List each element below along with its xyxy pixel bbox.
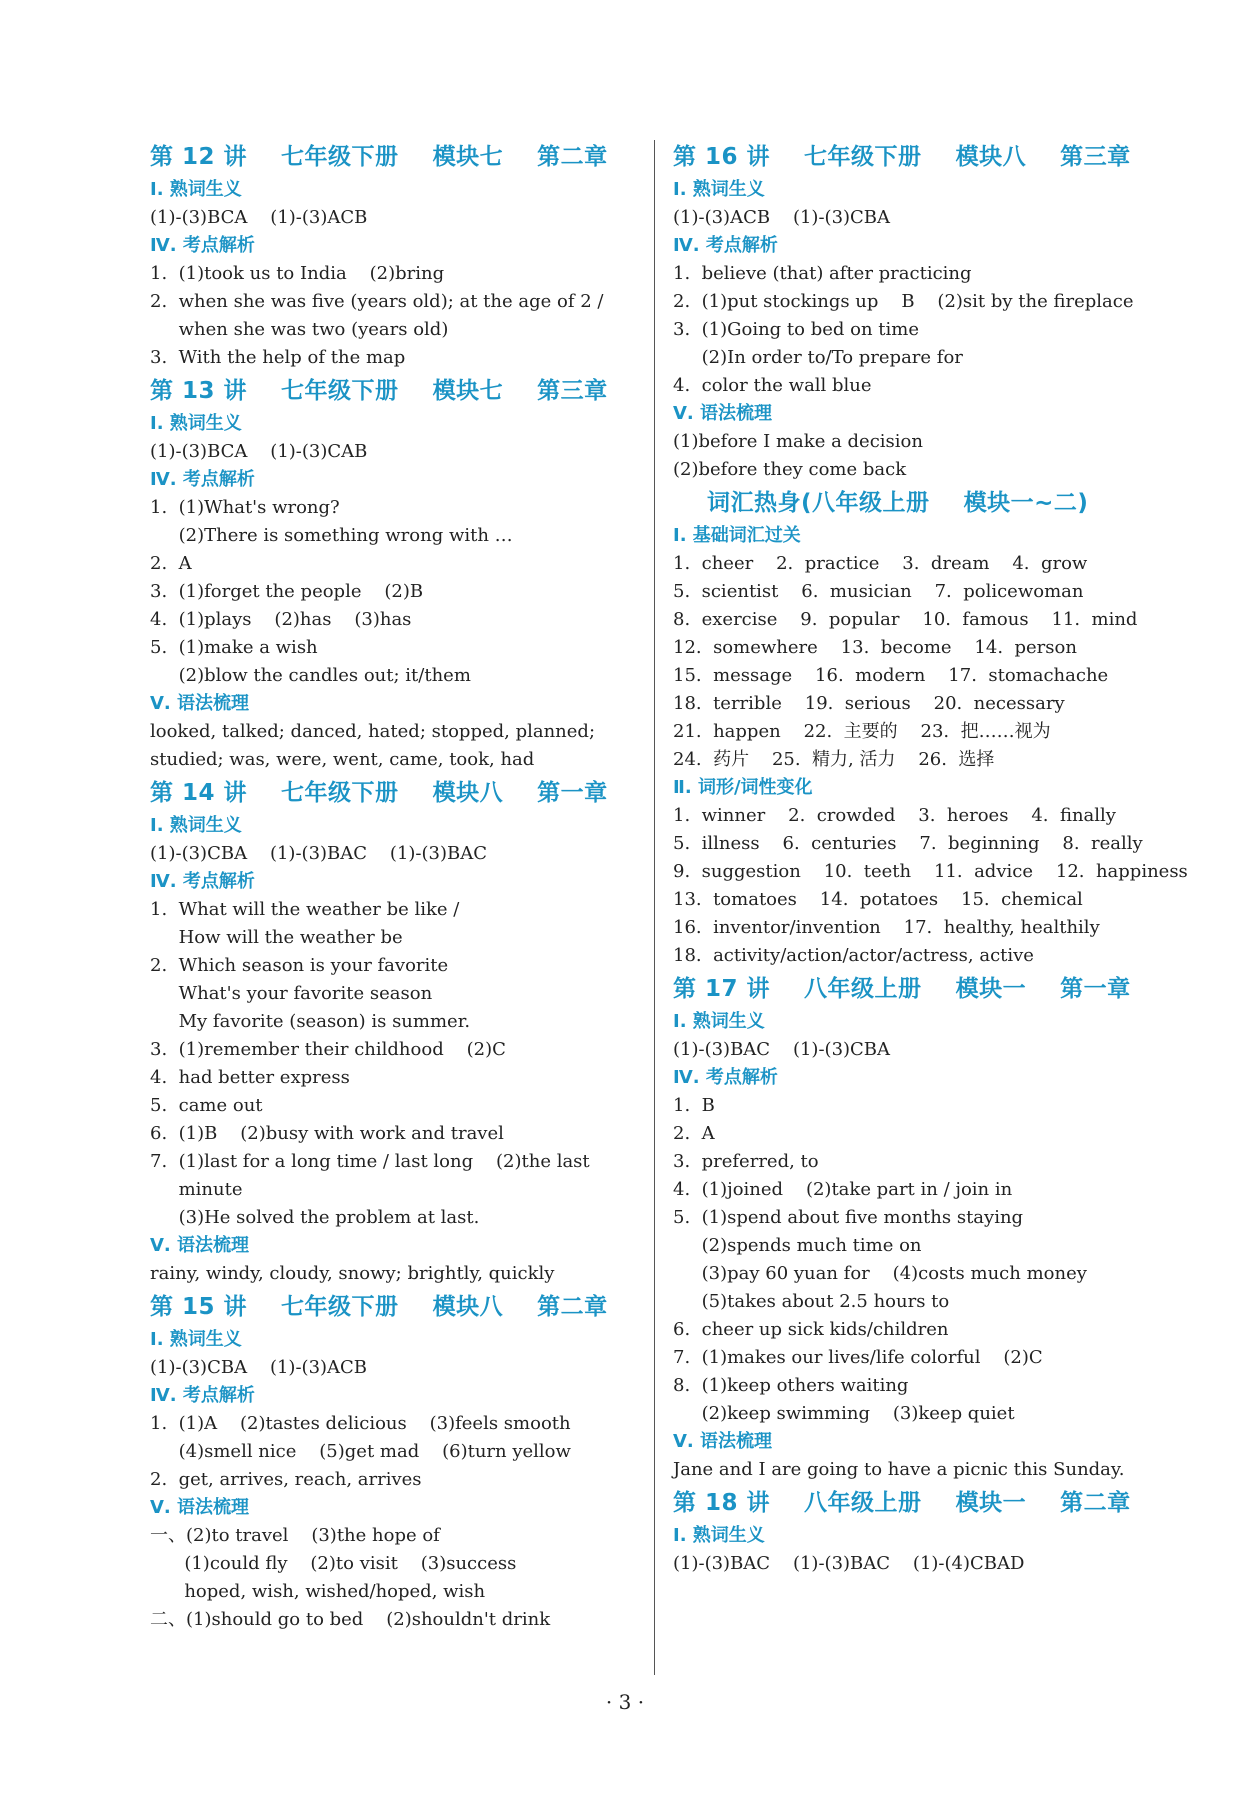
answer-line: 3. With the help of the map — [150, 347, 406, 368]
answer-line: looked, talked; danced, hated; stopped, planned; — [150, 721, 596, 742]
answer-line: How will the weather be — [150, 927, 403, 948]
subsection-heading: Ⅰ. 熟词生义 — [150, 413, 242, 434]
subsection-heading: Ⅰ. 基础词汇过关 — [673, 525, 801, 546]
answer-line: 9. suggestion 10. teeth 11. advice 12. happiness — [673, 861, 1188, 882]
answer-line: 3. preferred, to — [673, 1151, 819, 1172]
subsection-heading: Ⅰ. 熟词生义 — [150, 1329, 242, 1350]
answer-line: 4. (1)plays (2)has (3)has — [150, 609, 412, 630]
answer-line: 1. (1)What's wrong? — [150, 497, 340, 518]
answer-line: 7. (1)last for a long time / last long (2)the last — [150, 1151, 590, 1172]
answer-line: (2)spends much time on — [673, 1235, 922, 1256]
section — [673, 970, 1173, 1484]
answer-line: rainy, windy, cloudy, snowy; brightly, quickly — [150, 1263, 555, 1284]
answer-line: (1)-(3)ACB (1)-(3)CBA — [673, 207, 891, 228]
answer-line: 4. (1)joined (2)take part in / join in — [673, 1179, 1013, 1200]
answer-line: (4)smell nice (5)get mad (6)turn yellow — [150, 1441, 571, 1462]
answer-line: 5. illness 6. centuries 7. beginning 8. really — [673, 833, 1143, 854]
answer-line: 2. A — [673, 1123, 715, 1144]
answer-line: 3. (1)Going to bed on time — [673, 319, 919, 340]
answer-line: 5. (1)spend about five months staying — [673, 1207, 1024, 1228]
subsection-heading: Ⅰ. 熟词生义 — [150, 179, 242, 200]
subsection-heading: Ⅴ. 语法梳理 — [150, 693, 250, 714]
answer-line: Jane and I are going to have a picnic this Sunday. — [673, 1459, 1125, 1480]
answer-line: (1)-(3)BAC (1)-(3)CBA — [673, 1039, 891, 1060]
answer-line: 8. (1)keep others waiting — [673, 1375, 909, 1396]
answer-line: (3)pay 60 yuan for (4)costs much money — [673, 1263, 1087, 1284]
answer-line: hoped, wish, wished/hoped, wish — [150, 1581, 486, 1602]
answer-line: 21. happen 22. 主要的 23. 把……视为 — [673, 721, 1051, 742]
subsection-heading: Ⅰ. 熟词生义 — [673, 1011, 765, 1032]
subsection-heading: Ⅳ. 考点解析 — [150, 871, 255, 892]
answer-line: 4. had better express — [150, 1067, 350, 1088]
answer-line: 5. scientist 6. musician 7. policewoman — [673, 581, 1084, 602]
answer-line: 1. B — [673, 1095, 715, 1116]
answer-line: 16. inventor/invention 17. healthy, healthily — [673, 917, 1100, 938]
section-title: 第 15 讲 七年级下册 模块八 第二章 — [150, 1294, 608, 1320]
answer-line: when she was two (years old) — [150, 319, 449, 340]
answer-line: 二、(1)should go to bed (2)shouldn't drink — [150, 1609, 551, 1630]
answer-line: 4. color the wall blue — [673, 375, 872, 396]
section-title: 第 13 讲 七年级下册 模块七 第三章 — [150, 378, 608, 404]
answer-line: 1. What will the weather be like / — [150, 899, 460, 920]
subsection-heading: Ⅱ. 词形/词性变化 — [673, 777, 813, 798]
answer-line: 13. tomatoes 14. potatoes 15. chemical — [673, 889, 1083, 910]
left-column — [150, 138, 635, 1634]
subsection-heading: Ⅳ. 考点解析 — [150, 235, 255, 256]
subsection-heading: Ⅴ. 语法梳理 — [673, 403, 773, 424]
answer-line: (2)In order to/To prepare for — [673, 347, 963, 368]
answer-line: 15. message 16. modern 17. stomachache — [673, 665, 1109, 686]
answer-line: 2. Which season is your favorite — [150, 955, 449, 976]
section — [150, 372, 635, 774]
answer-line: 2. when she was five (years old); at the age of 2 / — [150, 291, 604, 312]
section — [673, 138, 1173, 484]
section-title: 第 16 讲 七年级下册 模块八 第三章 — [673, 144, 1131, 170]
section-title: 第 12 讲 七年级下册 模块七 第二章 — [150, 144, 608, 170]
answer-line: 5. (1)make a wish — [150, 637, 318, 658]
subsection-heading: Ⅰ. 熟词生义 — [673, 1525, 765, 1546]
answer-line: (1)could fly (2)to visit (3)success — [150, 1553, 517, 1574]
subsection-heading: Ⅳ. 考点解析 — [150, 469, 255, 490]
answer-line: (1)-(3)BCA (1)-(3)CAB — [150, 441, 368, 462]
section — [673, 1484, 1173, 1578]
answer-line: (1)before I make a decision — [673, 431, 923, 452]
answer-line: minute — [150, 1179, 243, 1200]
subsection-heading: Ⅴ. 语法梳理 — [150, 1497, 250, 1518]
answer-line: 3. (1)remember their childhood (2)C — [150, 1039, 506, 1060]
subsection-heading: Ⅴ. 语法梳理 — [673, 1431, 773, 1452]
section-title: 第 17 讲 八年级上册 模块一 第一章 — [673, 976, 1131, 1002]
answer-line: studied; was, were, went, came, took, had — [150, 749, 535, 770]
answer-line: (2)keep swimming (3)keep quiet — [673, 1403, 1015, 1424]
page-number: · 3 · — [605, 1690, 645, 1714]
answer-line: 1. (1)took us to India (2)bring — [150, 263, 445, 284]
answer-line: (2)blow the candles out; it/them — [150, 665, 471, 686]
answer-line: (2)before they come back — [673, 459, 907, 480]
answer-line: (3)He solved the problem at last. — [150, 1207, 480, 1228]
answer-line: 一、(2)to travel (3)the hope of — [150, 1525, 440, 1546]
answer-line: (1)-(3)CBA (1)-(3)BAC (1)-(3)BAC — [150, 843, 487, 864]
answer-line: (1)-(3)CBA (1)-(3)ACB — [150, 1357, 368, 1378]
answer-line: (1)-(3)BAC (1)-(3)BAC (1)-(4)CBAD — [673, 1553, 1025, 1574]
answer-line: What's your favorite season — [150, 983, 433, 1004]
section-title: 词汇热身(八年级上册 模块一~二) — [673, 490, 1089, 516]
answer-line: 7. (1)makes our lives/life colorful (2)C — [673, 1347, 1043, 1368]
answer-line: 12. somewhere 13. become 14. person — [673, 637, 1077, 658]
answer-line: (5)takes about 2.5 hours to — [673, 1291, 950, 1312]
answer-line: 18. terrible 19. serious 20. necessary — [673, 693, 1065, 714]
answer-line: 2. (1)put stockings up B (2)sit by the fireplace — [673, 291, 1134, 312]
answer-line: (1)-(3)BCA (1)-(3)ACB — [150, 207, 368, 228]
section — [150, 774, 635, 1288]
answer-line: 6. (1)B (2)busy with work and travel — [150, 1123, 504, 1144]
subsection-heading: Ⅰ. 熟词生义 — [150, 815, 242, 836]
subsection-heading: Ⅰ. 熟词生义 — [673, 179, 765, 200]
answer-line: 8. exercise 9. popular 10. famous 11. mind — [673, 609, 1138, 630]
answer-line: 6. cheer up sick kids/children — [673, 1319, 949, 1340]
answer-line: 1. believe (that) after practicing — [673, 263, 972, 284]
column-divider — [654, 140, 655, 1675]
answer-line: 18. activity/action/actor/actress, active — [673, 945, 1034, 966]
answer-line: 5. came out — [150, 1095, 263, 1116]
section — [150, 138, 635, 372]
answer-line: 1. (1)A (2)tastes delicious (3)feels smooth — [150, 1413, 571, 1434]
right-column — [673, 138, 1188, 1578]
answer-line: 24. 药片 25. 精力, 活力 26. 选择 — [673, 749, 995, 770]
section-title: 第 14 讲 七年级下册 模块八 第一章 — [150, 780, 608, 806]
answer-line: (2)There is something wrong with … — [150, 525, 513, 546]
answer-line: 2. A — [150, 553, 192, 574]
subsection-heading: Ⅴ. 语法梳理 — [150, 1235, 250, 1256]
subsection-heading: Ⅳ. 考点解析 — [673, 1067, 778, 1088]
answer-line: 1. cheer 2. practice 3. dream 4. grow — [673, 553, 1088, 574]
answer-line: 2. get, arrives, reach, arrives — [150, 1469, 422, 1490]
answer-line: 3. (1)forget the people (2)B — [150, 581, 424, 602]
subsection-heading: Ⅳ. 考点解析 — [150, 1385, 255, 1406]
answer-line: 1. winner 2. crowded 3. heroes 4. finally — [673, 805, 1116, 826]
subsection-heading: Ⅳ. 考点解析 — [673, 235, 778, 256]
section — [673, 484, 1188, 970]
answer-line: My favorite (season) is summer. — [150, 1011, 471, 1032]
section-title: 第 18 讲 八年级上册 模块一 第二章 — [673, 1490, 1131, 1516]
section — [150, 1288, 635, 1634]
